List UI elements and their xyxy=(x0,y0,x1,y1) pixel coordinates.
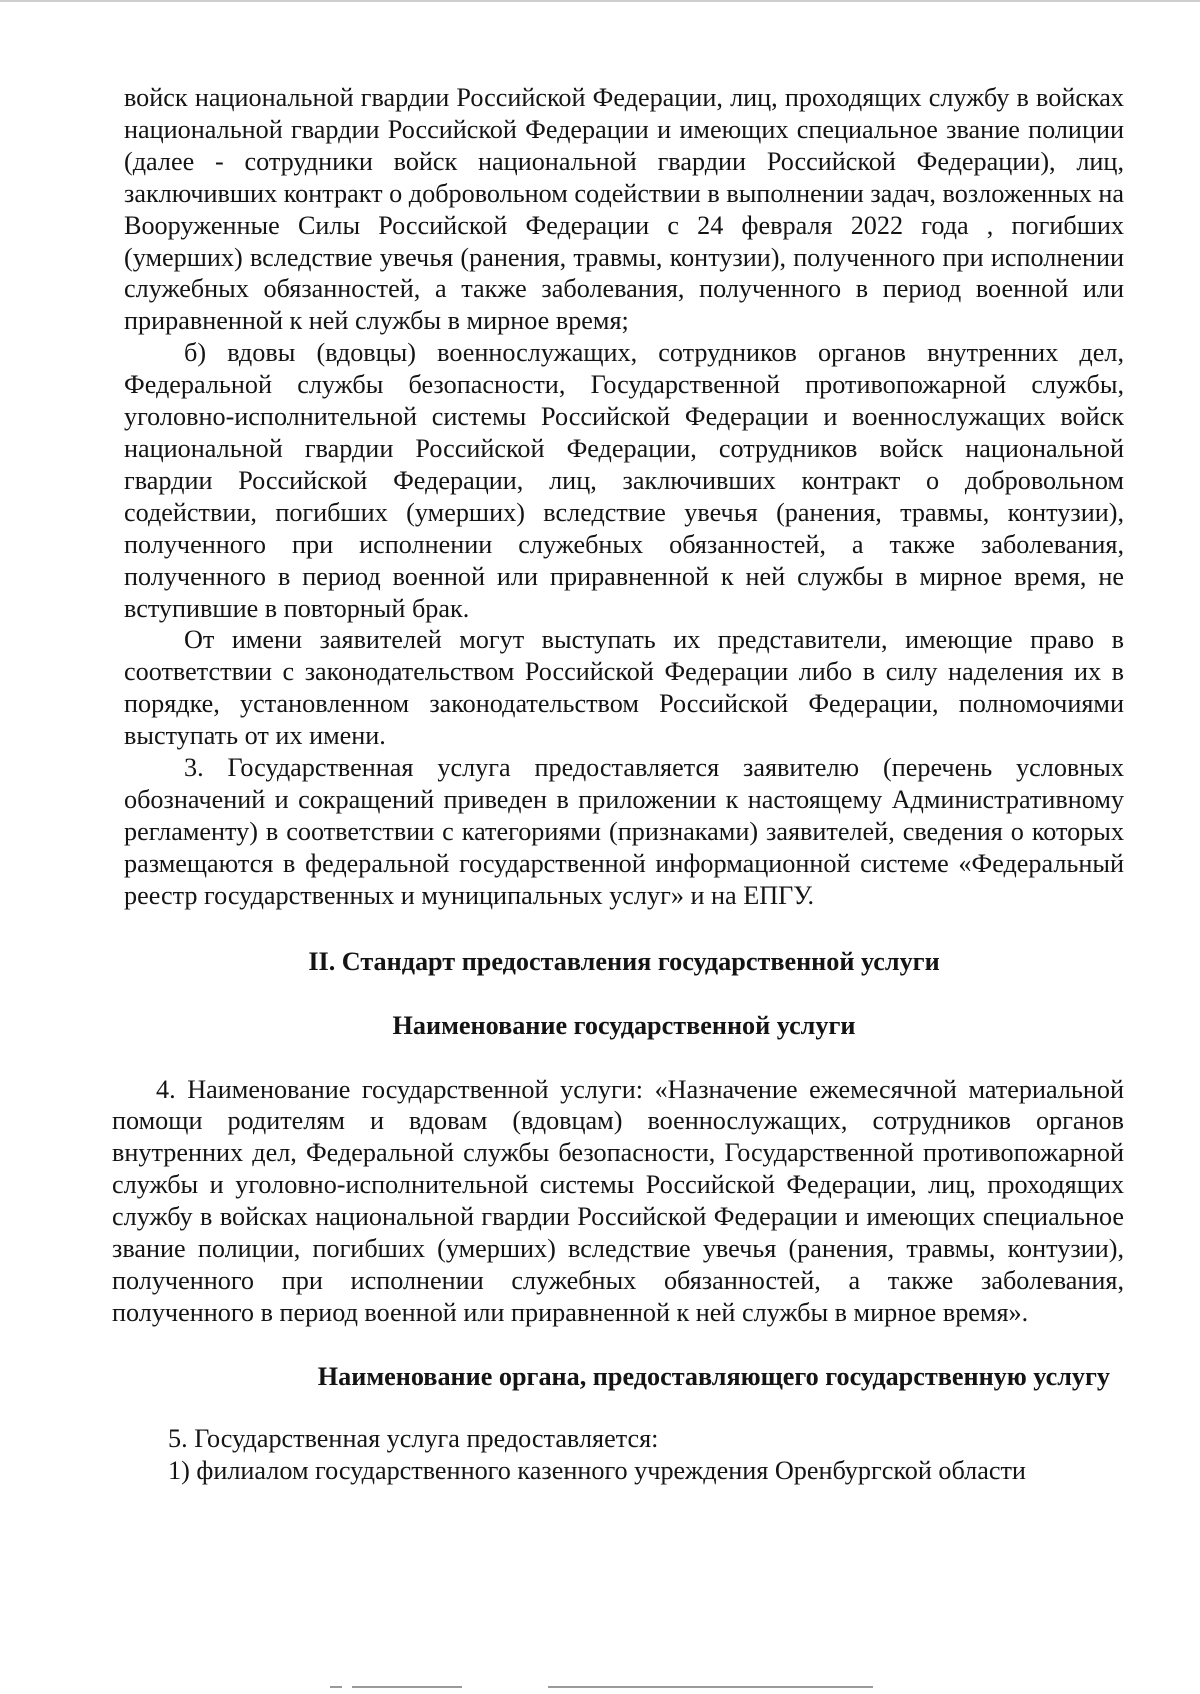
document-body xyxy=(112,82,1124,1487)
scan-mark xyxy=(330,1686,342,1688)
paragraph-5: 5. Государственная услуга предоставляется: xyxy=(168,1423,659,1453)
paragraph-continuation: войск национальной гвардии Российской Федерации, лиц, проходящих службу в войсках национальной гвардии Российской Федерации и имеющих специальное звание полиции (далее - сотрудники войск национальной гвардии Российской Федерации), лиц, заключивших контракт о добровольном содействии в выполнении задач, возложенных на Вооруженные Силы Российской Федерации с 24 февраля 2022 года , погибших (умерших) вследствие увечья (ранения, травмы, контузии), полученного при исполнении служебных обязанностей, а также заболевания, полученного в период военной или приравненной к ней службы в мирное время; xyxy=(124,83,1124,336)
section-title: II. Стандарт предоставления государственной услуги xyxy=(308,946,940,976)
paragraph-4: 4. Наименование государственной услуги: «Назначение ежемесячной материальной помощи родителям и вдовам (вдовцам) военнослужащих, сотрудников органов внутренних дел, Федеральной службы безопасности, Государственной противопожарной службы и уголовно-исполнительной системы Российской Федерации, лиц, проходящих службу в войсках национальной гвардии Российской Федерации и имеющих специальное звание полиции, погибших (умерших) вследствие увечья (ранения, травмы, контузии), полученного при исполнении служебных обязанностей, а также заболевания, полученного в период военной или приравненной к ней службы в мирное время». xyxy=(112,1074,1124,1327)
paragraph-widows: б) вдовы (вдовцы) военнослужащих, сотрудников органов внутренних дел, Федеральной службы безопасности, Государственной противопожарной службы, уголовно-исполнительной системы Российской Федерации и военнослужащих войск национальной гвардии Российской Федерации, сотрудников войск национальной гвардии Российской Федерации, лиц, заключивших контракт о добровольном содействии, погибших (умерших) вследствие увечья (ранения, травмы, контузии), полученного при исполнении служебных обязанностей, а также заболевания, полученного в период военной или приравненной к ней службы в мирное время, не вступившие в повторный брак. xyxy=(124,338,1124,623)
scan-mark xyxy=(548,1686,873,1688)
paragraph-5-item-1: 1) филиалом государственного казенного учреждения Оренбургской области xyxy=(168,1455,1026,1485)
subsection-service-name-title: Наименование государственной услуги xyxy=(392,1010,856,1040)
paragraph-representatives: От имени заявителей могут выступать их представители, имеющие право в соответствии с законодательством Российской Федерации либо в силу наделения их в порядке, установленном законодательством Российской Федерации, полномочиями выступать от их имени. xyxy=(124,625,1124,751)
page-top-edge xyxy=(0,0,1200,2)
paragraph-3: 3. Государственная услуга предоставляется заявителю (перечень условных обозначений и сокращений приведен в приложении к настоящему Административному регламенту) в соответствии с категориями (признаками) заявителей, сведения о которых размещаются в федеральной государственной информационной системе «Федеральный реестр государственных и муниципальных услуг» и на ЕПГУ. xyxy=(124,753,1124,910)
subsection-organization-title: Наименование органа, предоставляющего государственную услугу xyxy=(317,1361,1110,1391)
scan-mark xyxy=(352,1686,462,1688)
